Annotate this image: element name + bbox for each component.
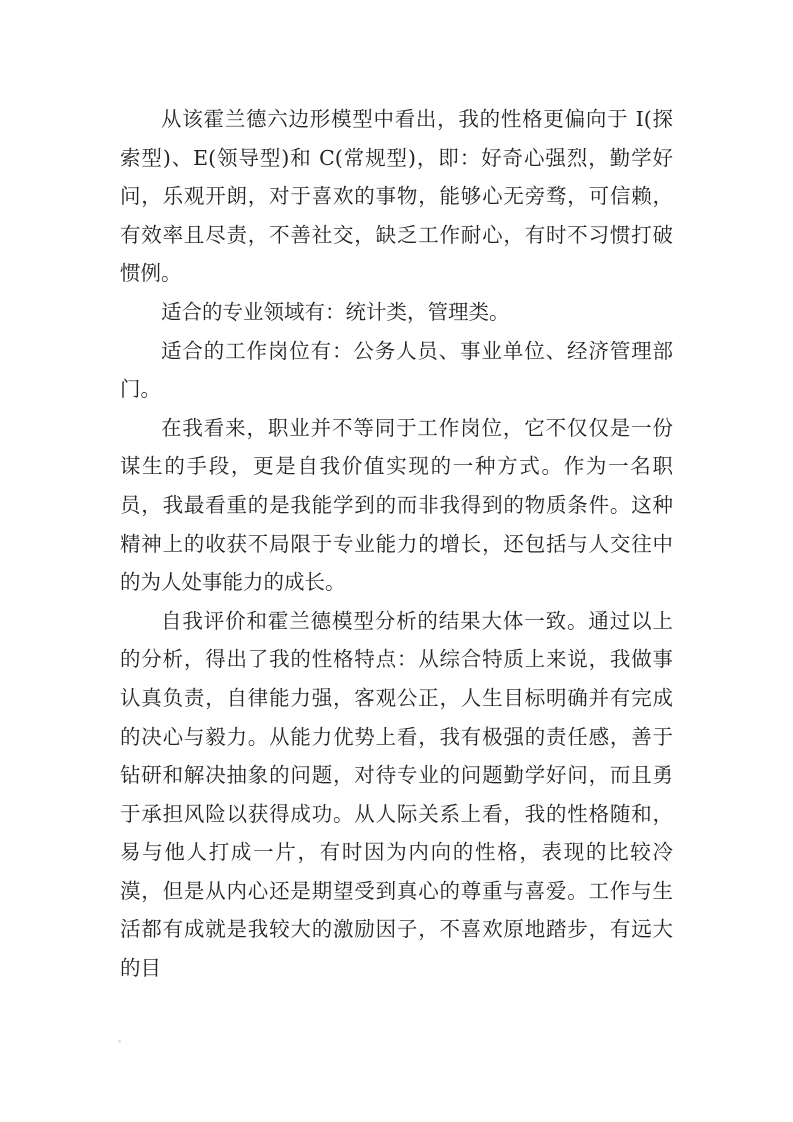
paragraph-holland-analysis: 从该霍兰德六边形模型中看出，我的性格更偏向于 I(探索型)、E(领导型)和 C(常规型)，即：好奇心强烈，勤学好问，乐观开朗，对于喜欢的事物，能够心无旁骛，可信赖，有效率且尽责，不善社交，缺乏工作耐心，有时不习惯打破惯例。 [120, 107, 673, 286]
paragraph-suitable-positions: 适合的工作岗位有：公务人员、事业单位、经济管理部门。 [120, 338, 673, 402]
document-body [120, 100, 673, 988]
paragraph-suitable-fields: 适合的专业领域有：统计类，管理类。 [161, 299, 510, 324]
paragraph-self-evaluation: 自我评价和霍兰德模型分析的结果大体一致。通过以上的分析，得出了我的性格特点：从综合特质上来说，我做事认真负责，自律能力强，客观公正，人生目标明确并有完成的决心与毅力。从能力优势上看，我有极强的责任感，善于钻研和解决抽象的问题，对待专业的问题勤学好问，而且勇于承担风险以获得成功。从人际关系上看，我的性格随和，易与他人打成一片，有时因为内向的性格，表现的比较冷漠，但是从内心还是期望受到真心的尊重与喜爱。工作与生活都有成就是我较大的激励因子，不喜欢原地踏步，有远大的目 [120, 608, 673, 981]
page-corner-mark [118, 1040, 121, 1043]
paragraph-career-view: 在我看来，职业并不等同于工作岗位，它不仅仅是一份谋生的手段，更是自我价值实现的一种方式。作为一名职员，我最看重的是我能学到的而非我得到的物质条件。这种精神上的收获不局限于专业能力的增长，还包括与人交往中的为人处事能力的成长。 [120, 415, 673, 595]
